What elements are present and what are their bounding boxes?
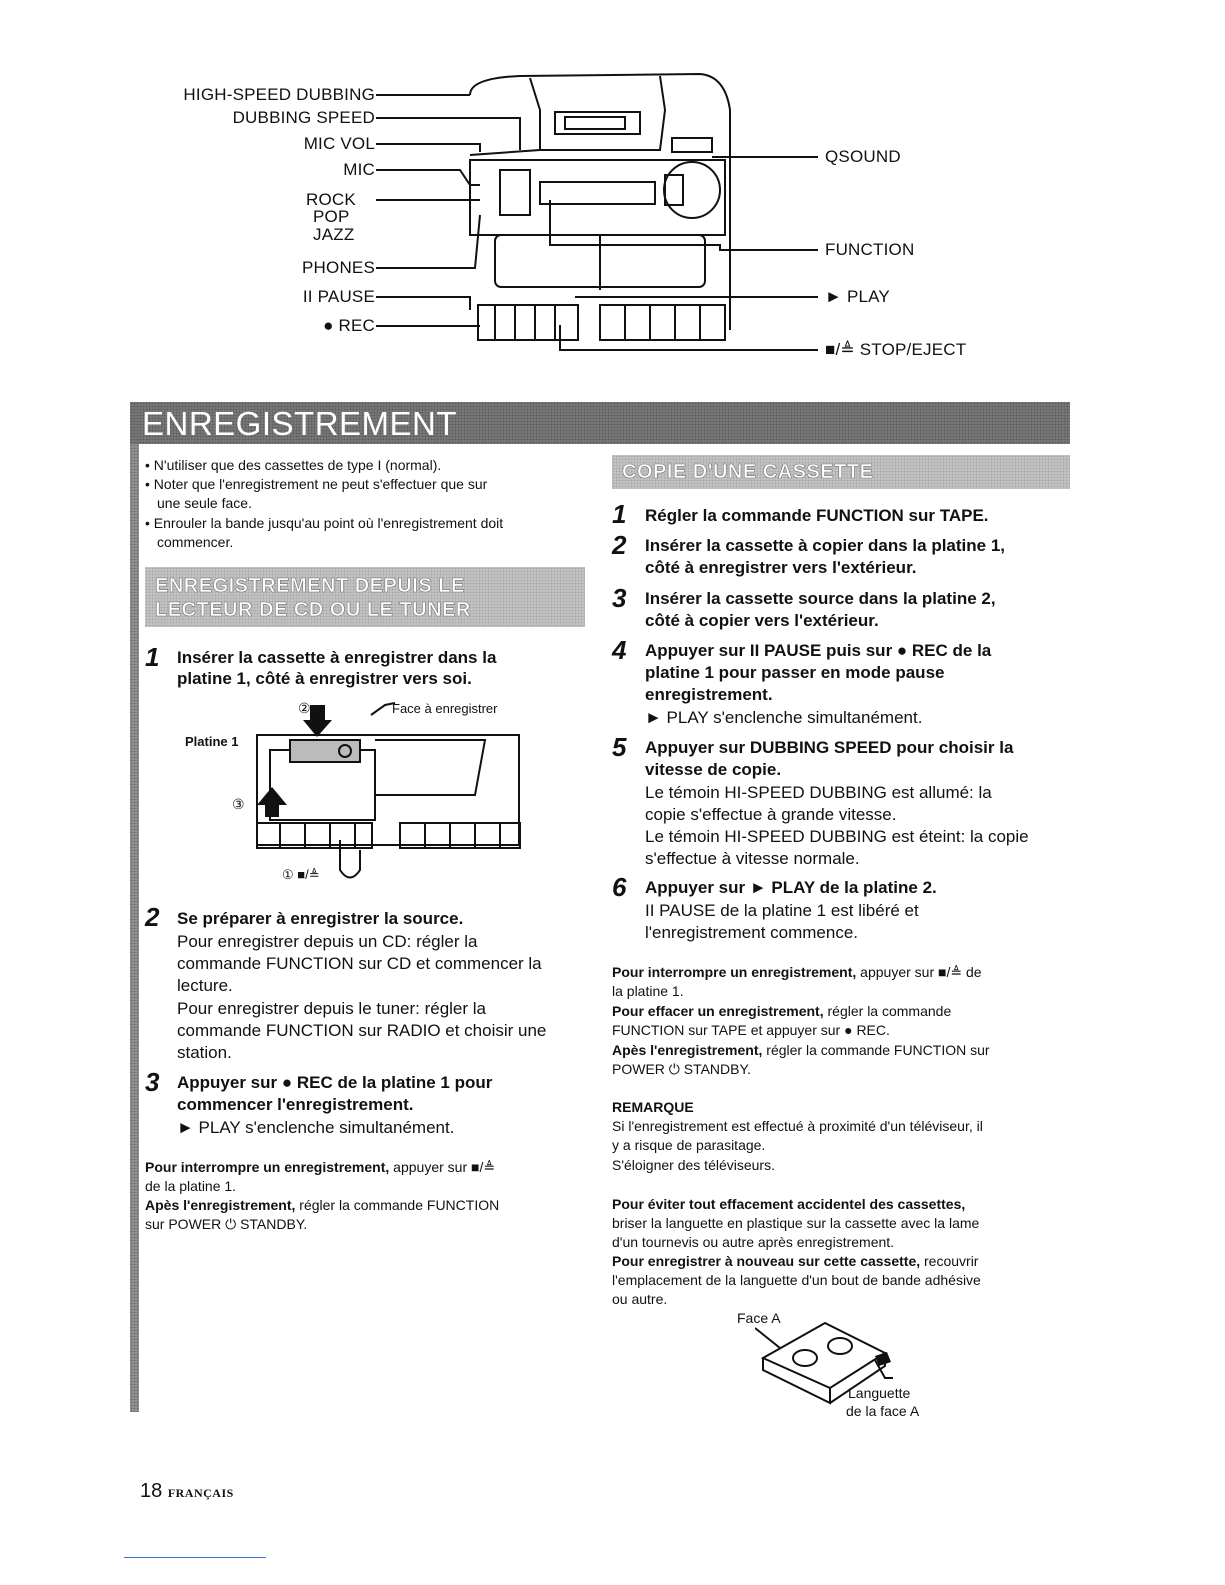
- figure-step-3: ③: [232, 796, 245, 812]
- bullet-2: • Noter que l'enregistrement ne peut s'effectuer que sur: [145, 476, 488, 492]
- remarque-title: REMARQUE: [612, 1099, 694, 1115]
- bullet-3-cont: commencer.: [157, 534, 234, 550]
- left-note-stop-rest: appuyer sur ■/≜: [389, 1159, 496, 1175]
- protect-line-2: d'un tournevis ou autre après enregistrement.: [612, 1234, 895, 1250]
- label-high-speed-dubbing: HIGH-SPEED DUBBING: [183, 85, 375, 104]
- remarque-line-2: y a risque de parasitage.: [612, 1137, 766, 1153]
- r-note-3-bold: Apès l'enregistrement,: [612, 1042, 763, 1058]
- step-1-line-2: platine 1, côté à enregistrer vers soi.: [177, 669, 472, 688]
- figure-face-label: Face à enregistrer: [392, 701, 498, 716]
- remarque-line-1: Si l'enregistrement est effectué à proximité d'un téléviseur, il: [612, 1118, 983, 1134]
- r-note-2: [612, 1002, 951, 1021]
- r-step-5-line-2: vitesse de copie.: [645, 760, 782, 779]
- r-step-4-body: ► PLAY s'enclenche simultanément.: [645, 708, 923, 727]
- figure-step-1: ① ■/≜: [282, 867, 320, 882]
- r-step-6-title: Appuyer sur ► PLAY de la platine 2.: [645, 878, 937, 897]
- subhead-line-1: ENREGISTREMENT DEPUIS LE: [155, 575, 465, 597]
- label-pop: POP: [313, 207, 350, 226]
- step-2-body-5: commande FUNCTION sur RADIO et choisir une: [177, 1021, 547, 1040]
- r-step-3-line-2: côté à copier vers l'extérieur.: [645, 611, 879, 630]
- r-step-5-body-4: s'effectue à vitesse normale.: [645, 849, 860, 868]
- r-step-6-number: 6: [612, 872, 627, 902]
- r-step-5-body-3: Le témoin HI-SPEED DUBBING est éteint: la copie: [645, 827, 1029, 846]
- remarque-line-3: S'éloigner des téléviseurs.: [612, 1157, 775, 1173]
- protect-2: [612, 1252, 978, 1271]
- cassette-tab-1: Languette: [848, 1385, 911, 1401]
- r-step-3-number: 3: [612, 583, 627, 613]
- step-1-number: 1: [145, 642, 160, 672]
- cassette-tab-2: de la face A: [846, 1403, 920, 1419]
- section-banner: [130, 402, 1070, 444]
- label-function: FUNCTION: [825, 240, 915, 259]
- r-note-2-rest: régler la commande: [823, 1003, 952, 1019]
- r-note-2-line2: FUNCTION sur TAPE et appuyer sur ● REC.: [612, 1022, 890, 1038]
- bullet-2-cont: une seule face.: [157, 495, 252, 511]
- r-step-1-number: 1: [612, 499, 627, 529]
- label-dubbing-speed: DUBBING SPEED: [232, 108, 375, 127]
- label-mic: MIC: [343, 160, 375, 179]
- page-number: 18: [140, 1480, 163, 1502]
- protect-line-1: briser la languette en plastique sur la cassette avec la lame: [612, 1215, 980, 1231]
- left-note-after-rest: régler la commande FUNCTION: [295, 1197, 500, 1213]
- r-step-4-line-2: platine 1 pour passer en mode pause: [645, 663, 945, 682]
- r-note-1: [612, 963, 982, 982]
- bullet-1: • N'utiliser que des cassettes de type I (normal).: [145, 457, 442, 473]
- left-note-after-bold: Apès l'enregistrement,: [145, 1197, 296, 1213]
- step-2-body-2: commande FUNCTION sur CD et commencer la: [177, 954, 542, 973]
- protect-bold-1: Pour éviter tout effacement accidentel des cassettes,: [612, 1196, 966, 1212]
- figure-platine-label: Platine 1: [185, 734, 239, 749]
- step-2-body-3: lecture.: [177, 976, 233, 995]
- label-play: ► PLAY: [825, 287, 890, 306]
- step-1-line-1: Insérer la cassette à enregistrer dans la: [177, 648, 497, 667]
- r-step-4-line-1: Appuyer sur II PAUSE puis sur ● REC de la: [645, 641, 992, 660]
- subhead-copie: [612, 455, 1070, 489]
- r-note-1-rest: appuyer sur ■/≜ de: [856, 964, 982, 980]
- r-step-4-line-3: enregistrement.: [645, 685, 773, 704]
- subhead-copie-text: COPIE D'UNE CASSETTE: [622, 461, 874, 483]
- bullet-3: • Enrouler la bande jusqu'au point où l'enregistrement doit: [145, 515, 504, 531]
- section-title: ENREGISTREMENT: [142, 405, 458, 442]
- step-3-line-1: Appuyer sur ● REC de la platine 1 pour: [177, 1073, 493, 1092]
- step-2-body-1: Pour enregistrer depuis un CD: régler la: [177, 932, 478, 951]
- r-step-3-line-1: Insérer la cassette source dans la platine 2,: [645, 589, 996, 608]
- left-note-after: [145, 1196, 499, 1215]
- front-panel-diagram: [0, 0, 1225, 380]
- label-phones: PHONES: [302, 258, 375, 277]
- label-rec: ● REC: [323, 316, 375, 335]
- bottom-rule: [124, 1557, 266, 1558]
- r-note-2-bold: Pour effacer un enregistrement,: [612, 1003, 824, 1019]
- r-step-5-body-2: copie s'effectue à grande vitesse.: [645, 805, 897, 824]
- r-step-6-body-2: l'enregistrement commence.: [645, 923, 858, 942]
- left-column-stripe: [130, 444, 139, 1412]
- page-language: FRANÇAIS: [167, 1486, 234, 1500]
- left-note-stop-bold: Pour interrompre un enregistrement,: [145, 1159, 390, 1175]
- label-pause: II PAUSE: [302, 287, 375, 306]
- step-3-line-2: commencer l'enregistrement.: [177, 1095, 414, 1114]
- r-step-2-number: 2: [612, 530, 627, 560]
- cassette-face-a: Face A: [737, 1310, 781, 1326]
- label-rock: ROCK: [306, 190, 356, 209]
- r-note-3-rest: régler la commande FUNCTION sur: [762, 1042, 990, 1058]
- step-2-body-6: station.: [177, 1043, 232, 1062]
- label-jazz: JAZZ: [313, 225, 355, 244]
- step-2-number: 2: [145, 902, 160, 932]
- page-footer: [140, 1480, 234, 1503]
- protect-bold-2: Pour enregistrer à nouveau sur cette cassette,: [612, 1253, 921, 1269]
- r-note-1-bold: Pour interrompre un enregistrement,: [612, 964, 857, 980]
- r-step-1-title: Régler la commande FUNCTION sur TAPE.: [645, 506, 989, 525]
- r-step-4-number: 4: [612, 635, 627, 665]
- r-step-6-body-1: II PAUSE de la platine 1 est libéré et: [645, 901, 919, 920]
- step-2-body-4: Pour enregistrer depuis le tuner: régler la: [177, 999, 486, 1018]
- r-step-5-number: 5: [612, 732, 627, 762]
- label-stop-eject: ■/≜ STOP/EJECT: [825, 340, 967, 359]
- step-2-title: Se préparer à enregistrer la source.: [177, 909, 464, 928]
- r-note-1-line2: la platine 1.: [612, 983, 684, 999]
- left-note-stop: [145, 1158, 495, 1177]
- left-note-stop-line2: de la platine 1.: [145, 1178, 237, 1194]
- figure-step-2: ②: [298, 700, 311, 716]
- platine-figure: [175, 695, 535, 890]
- protect-rest-2: recouvrir: [920, 1253, 979, 1269]
- step-3-body: ► PLAY s'enclenche simultanément.: [177, 1118, 455, 1137]
- r-note-3-line2: POWER ⏻ STANDBY.: [612, 1061, 751, 1077]
- subhead-cd-tuner: [145, 567, 585, 627]
- r-step-5-body-1: Le témoin HI-SPEED DUBBING est allumé: la: [645, 783, 992, 802]
- label-qsound: QSOUND: [825, 147, 901, 166]
- left-note-after-line2: sur POWER ⏻ STANDBY.: [145, 1216, 308, 1232]
- protect-line-4: ou autre.: [612, 1291, 668, 1307]
- label-mic-vol: MIC VOL: [303, 134, 375, 153]
- protect-line-3: l'emplacement de la languette d'un bout de bande adhésive: [612, 1272, 981, 1288]
- r-note-3: [612, 1041, 990, 1060]
- step-3-number: 3: [145, 1067, 160, 1097]
- r-step-2-line-1: Insérer la cassette à copier dans la platine 1,: [645, 536, 1006, 555]
- subhead-line-2: LECTEUR DE CD OU LE TUNER: [155, 599, 471, 621]
- r-step-2-line-2: côté à enregistrer vers l'extérieur.: [645, 558, 917, 577]
- r-step-5-line-1: Appuyer sur DUBBING SPEED pour choisir la: [645, 738, 1014, 757]
